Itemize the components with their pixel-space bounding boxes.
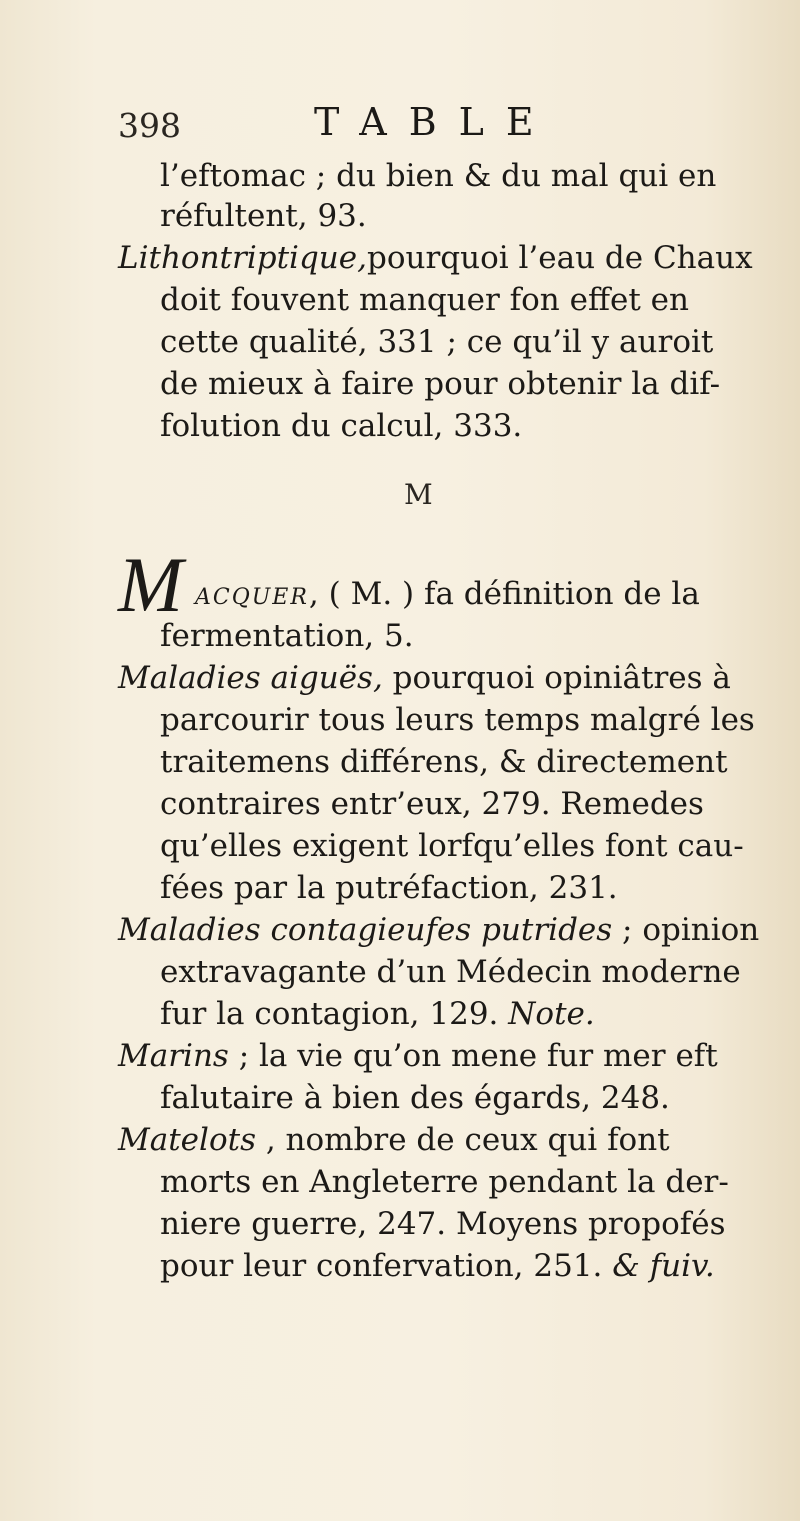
- index-entry-macquer: [195, 574, 700, 618]
- entry-line: morts en Angleterre pendant la der-: [160, 1164, 729, 1200]
- index-term: ACQUER: [195, 585, 309, 610]
- page-number: 398: [118, 106, 181, 145]
- index-entry-marins: [118, 1036, 718, 1076]
- index-term: Maladies contagieufes putrides: [118, 912, 613, 948]
- page-header: [118, 100, 678, 150]
- entry-text: pourquoi l’eau de Chaux: [366, 240, 753, 276]
- entry-text: , ( M. ) fa définition de la: [308, 576, 700, 612]
- entry-line: parcourir tous leurs temps malgré les: [160, 702, 755, 738]
- entry-text: , nombre de ceux qui font: [255, 1122, 670, 1158]
- entry-text: fur la contagion, 129.: [160, 996, 499, 1032]
- entry-line: traitemens différens, & directement: [160, 744, 728, 780]
- index-term: Matelots: [118, 1122, 256, 1158]
- index-entry-lithontriptique: [118, 238, 753, 278]
- entry-line: réfultent, 93.: [160, 198, 367, 234]
- entry-text: pour leur confervation, 251.: [160, 1248, 603, 1284]
- entry-line: [160, 994, 595, 1034]
- entry-line: niere guerre, 247. Moyens propofés: [160, 1206, 726, 1242]
- index-term: Maladies aiguës,: [118, 660, 383, 696]
- entry-line: [160, 1246, 715, 1286]
- index-entry-maladies-contagieuses: [118, 910, 759, 950]
- entry-line: doit fouvent manquer fon effet en: [160, 282, 689, 318]
- entry-text: ; la vie qu’on mene fur mer eft: [228, 1038, 718, 1074]
- running-title: TABLE: [314, 100, 556, 144]
- entry-line: falutaire à bien des égards, 248.: [160, 1080, 670, 1116]
- entry-text: pourquoi opiniâtres à: [382, 660, 731, 696]
- entry-line: folution du calcul, 333.: [160, 408, 523, 444]
- section-letter: M: [404, 478, 433, 511]
- entry-line: l’eftomac ; du bien & du mal qui en: [160, 158, 717, 194]
- entry-line: fermentation, 5.: [160, 618, 414, 654]
- note-marker: Note.: [498, 996, 595, 1032]
- entry-line: cette qualité, 331 ; ce qu’il y auroit: [160, 324, 714, 360]
- entry-text: ; opinion: [612, 912, 760, 948]
- entry-line: de mieux à faire pour obtenir la dif-: [160, 366, 721, 402]
- entry-line: fées par la putréfaction, 231.: [160, 870, 618, 906]
- suiv-marker: & fuiv.: [602, 1248, 715, 1284]
- entry-line: contraires entr’eux, 279. Remedes: [160, 786, 704, 822]
- index-entry-matelots: [118, 1120, 670, 1160]
- entry-line: qu’elles exigent lorfqu’elles font cau-: [160, 828, 744, 864]
- entry-line: extravagante d’un Médecin moderne: [160, 954, 741, 990]
- index-term: Lithontriptique,: [118, 240, 367, 276]
- index-term: Marins: [118, 1038, 229, 1074]
- drop-cap: M: [118, 541, 183, 628]
- index-entry-maladies-aigues: [118, 658, 731, 698]
